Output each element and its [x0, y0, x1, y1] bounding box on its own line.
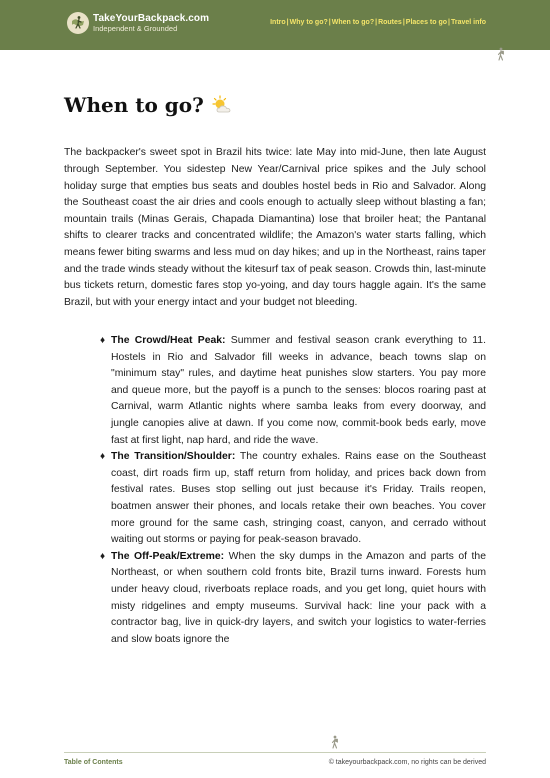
site-logo[interactable]: [67, 12, 89, 34]
season-term: The Off-Peak/Extreme:: [111, 550, 225, 562]
nav-link-travel-info[interactable]: Travel info: [450, 19, 486, 26]
nav-separator: |: [286, 19, 289, 26]
globe-hiker-icon: [67, 12, 89, 34]
section-title: When to go?: [64, 93, 204, 117]
nav-link-routes[interactable]: Routes: [378, 19, 402, 26]
hiker-icon: [496, 47, 506, 61]
site-header: [0, 0, 550, 50]
season-description: The country exhales. Rains ease on the Southeast coast, dirt roads firm up, staff return from holiday, and prices back down from festival rates. Buses stop selling out just because it's Friday. Trails reopen, boatmen answer their phones, and locals retake their own beaches. You cover more ground for the same cash, stringing coast, canyon, and cerrado without waiting out storms or paying for peak-season bravado.: [111, 451, 486, 546]
hiker-icon: [330, 735, 340, 749]
bullet-icon: ♦: [100, 550, 106, 562]
bullet-icon: ♦: [100, 451, 106, 463]
season-term: The Transition/Shoulder:: [111, 451, 236, 463]
bullet-icon: ♦: [100, 335, 106, 346]
season-term: The Crowd/Heat Peak:: [111, 335, 226, 346]
sun-behind-cloud-icon: [212, 95, 234, 115]
list-item: [100, 449, 486, 549]
season-description: Summer and festival season crank everything to 11. Hostels in Rio and Salvador fill weeks in advance, beach towns slap on "minimum stay" rules, and daytime heat punishes slow starters. You pay more and queue more, but the payoff is a punch to the senses: blocos roaring past at Carnival, warm Atlantic nights where samba leaks from every doorway, and jungle canopies alive at dawn. If you come now, commit-book beds early, move fast at first light, nap hard, and ride the wave.: [111, 335, 486, 446]
copyright-notice: © takeyourbackpack.com, no rights can be derived: [328, 759, 486, 766]
brand-tagline: Independent & Grounded: [93, 24, 178, 33]
list-item: [100, 333, 486, 449]
nav-separator: |: [328, 19, 331, 26]
nav-link-places-to-go[interactable]: Places to go: [405, 19, 448, 26]
nav-link-why-to-go[interactable]: Why to go?: [289, 19, 328, 26]
intro-paragraph: The backpacker's sweet spot in Brazil hits twice: late May into mid-June, then late August through September. You sidestep New Year/Carnival price spikes and the July school holiday surge that empties bus seats and doubles hostel beds in Rio and Salvador. Along the Southeast coast the air dries and cools enough to actually sleep without blasting a fan; mountain trails (Minas Gerais, Chapada Diamantina) lose that broiler heat; the Pantanal shifts to clearer tracks and concentrated wildlife; the Amazon's water starts falling, which means fewer biting swarms and less mud on day hikes; and up in the Northeast, rains taper and the trade winds steady without the kitesurf tax of peak season. Crowds thin, last-minute bus tickets return, domestic fares stop yo-yoing, and day tours haggle again. It's the same Brazil, but with your energy intact and your budget not bleeding.: [64, 147, 486, 308]
nav-separator: |: [375, 19, 378, 26]
brand-block: [93, 13, 209, 34]
nav-link-intro[interactable]: Intro: [270, 19, 286, 26]
top-navigation: [270, 19, 486, 26]
nav-separator: |: [402, 19, 405, 26]
footer-divider: [64, 752, 486, 753]
section-heading: [64, 92, 234, 120]
list-item: [100, 549, 486, 649]
table-of-contents-link[interactable]: Table of Contents: [64, 759, 123, 766]
brand-name[interactable]: TakeYourBackpack.com: [93, 13, 210, 24]
nav-separator: |: [448, 19, 450, 26]
nav-link-when-to-go[interactable]: When to go?: [331, 19, 375, 26]
season-list: [100, 333, 486, 648]
season-description: When the sky dumps in the Amazon and parts of the Northeast, or when southern cold fronts bite, Brazil turns inward. Forests hum under heavy cloud, riverboats replace roads, and you get long, quiet hours with misty ridgelines and empty museums. Survival hack: line your pack with a contractor bag, live in quick-dry layers, and switch your logistics to water-ferries and slow boats ignore the: [111, 550, 486, 645]
